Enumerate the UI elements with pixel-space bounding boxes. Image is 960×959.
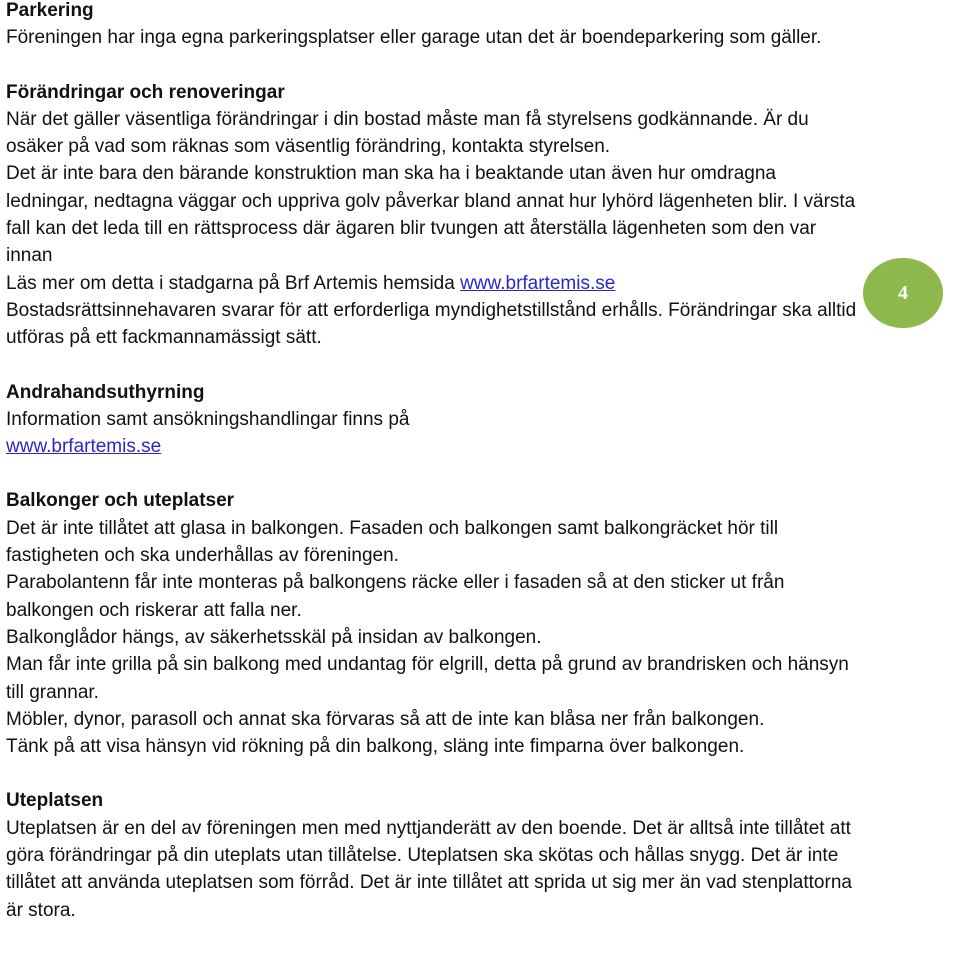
balkonger-text-6: Tänk på att visa hänsyn vid rökning på din balkong, släng inte fimparna över balkongen. bbox=[6, 736, 745, 758]
section-parkering bbox=[6, 0, 858, 52]
andrahand-text: Information samt ansökningshandlingar finns på bbox=[6, 408, 410, 430]
heading-uteplatsen: Uteplatsen bbox=[6, 790, 104, 812]
heading-andrahand: Andrahandsuthyrning bbox=[6, 381, 205, 403]
andrahand-link-line bbox=[6, 433, 858, 460]
section-gap bbox=[6, 760, 858, 787]
heading-balkonger: Balkonger och uteplatser bbox=[6, 490, 235, 512]
renovering-text-1: När det gäller väsentliga förändringar i din bostad måste man få styrelsens godkännande. Är du osäker på vad som räknas som väsentlig förändring, kontakta styrelsen. bbox=[6, 108, 809, 158]
document-body bbox=[6, 0, 858, 924]
balkonger-text-3: Balkonglådor hängs, av säkerhetsskäl på insidan av balkongen. bbox=[6, 626, 542, 648]
balkonger-text-4: Man får inte grilla på sin balkong med undantag för elgrill, detta på grund av brandrisken och hänsyn till grannar. bbox=[6, 654, 849, 703]
renovering-read-more: Läs mer om detta i stadgarna på Brf Artemis hemsida bbox=[6, 272, 461, 294]
brfartemis-link[interactable]: www.brfartemis.se bbox=[460, 272, 616, 294]
heading-renovering: Förändringar och renoveringar bbox=[6, 81, 285, 103]
section-balkonger bbox=[6, 487, 858, 760]
andrahand-link[interactable]: www.brfartemis.se bbox=[6, 436, 162, 458]
section-gap bbox=[6, 52, 858, 79]
uteplatsen-text: Uteplatsen är en del av föreningen men med nyttjanderätt av den boende. Det är alltså inte tillåtet att göra förändringar på din uteplats utan tillåtelse. Uteplatsen ska skötas och hållas snygg. Det är inte tillåtet att använda uteplatsen som förråd. Det är inte tillåtet att sprida ut sig mer än vad stenplattorna är stora. bbox=[6, 817, 852, 921]
renovering-text-2: Det är inte bara den bärande konstruktion man ska ha i beaktande utan även hur omdragna ledningar, nedtagna väggar och uppriva golv påverkar bland annat hur lyhörd lägenheten blir. I värsta fall kan det leda till en rättsprocess där ägaren blir tvungen att återställa lägenheten som den var innan bbox=[6, 163, 856, 267]
section-andrahand bbox=[6, 379, 858, 461]
section-renovering bbox=[6, 79, 858, 352]
balkonger-text-2: Parabolantenn får inte monteras på balkongens räcke eller i fasaden så at den sticker ut från balkongen och riskerar att falla ner. bbox=[6, 572, 785, 621]
page-number: 4 bbox=[898, 281, 908, 304]
section-gap bbox=[6, 460, 858, 487]
page-number-badge bbox=[863, 258, 943, 328]
heading-parkering: Parkering bbox=[6, 0, 94, 21]
balkonger-text-5: Möbler, dynor, parasoll och annat ska förvaras så att de inte kan blåsa ner från balkongen. bbox=[6, 708, 765, 730]
renovering-text-3 bbox=[6, 270, 858, 297]
balkonger-text-1: Det är inte tillåtet att glasa in balkongen. Fasaden och balkongen samt balkongräcket hör till fastigheten och ska underhållas av föreningen. bbox=[6, 517, 779, 567]
parkering-text: Föreningen har inga egna parkeringsplatser eller garage utan det är boendeparkering som gäller. bbox=[6, 27, 822, 49]
renovering-text-4: Bostadsrättsinnehavaren svarar för att erforderliga myndighetstillstånd erhålls. Förändringar ska alltid utföras på ett fackmannamässigt sätt. bbox=[6, 299, 857, 349]
section-gap bbox=[6, 352, 858, 379]
section-uteplatsen bbox=[6, 787, 858, 923]
